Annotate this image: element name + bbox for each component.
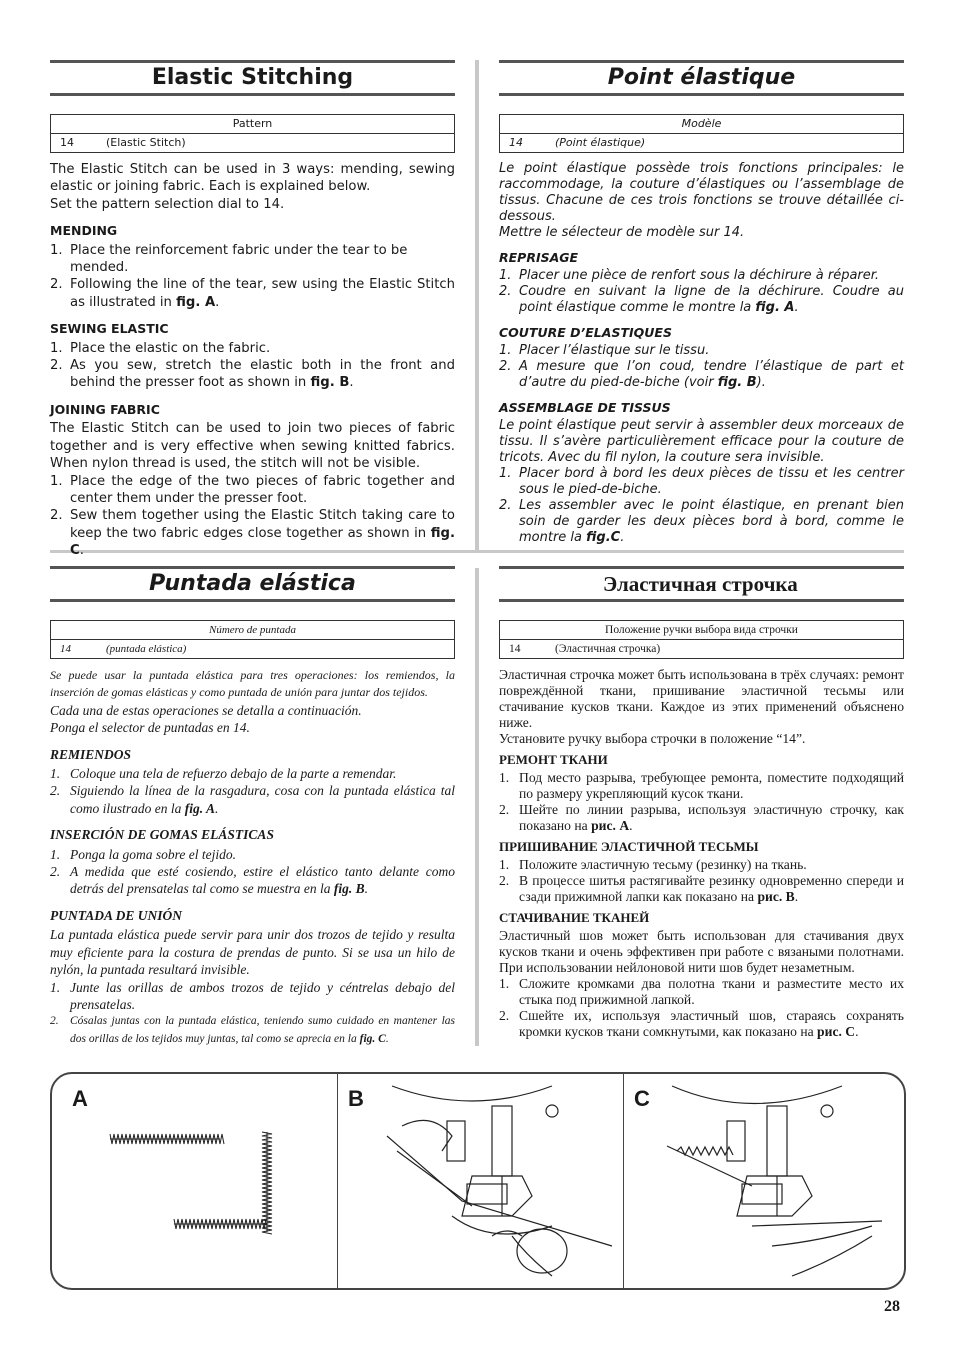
table-header: Pattern (51, 115, 454, 134)
section-russian (499, 566, 904, 1040)
list-item: 1. Ponga la goma sobre el tejido. (50, 846, 236, 862)
subheading: REMIENDOS (50, 746, 132, 762)
paragraph: La puntada elástica puede servir para unir dos trozos de tejido y resulta muy eficiente para la costura de prendas de punto. Si se usa un hilo de nylón, la puntada resultará invisible. (50, 927, 455, 978)
page-number: 28 (884, 1298, 900, 1315)
presser-foot-joining-illustration (642, 1076, 897, 1286)
section-french (499, 60, 904, 546)
list-item: 2. Les assembler avec le point élastique, en prenant bien soin de garder les deux pièces bord à bord, comme le montre la fig.C. (499, 498, 904, 545)
column-divider (475, 568, 479, 1046)
list-item: 2. Coudre en suivant la ligne de la déchirure. Coudre au point élastique comme le montre la fig. A. (499, 284, 904, 315)
pattern-table (50, 114, 455, 153)
list-item: 1. Под место разрыва, требующее ремонта, поместите подходящий по размеру укрепляющий кусок ткани. (499, 770, 904, 801)
list-item: 1. Сложите кромками два полотна ткани и разместите место их стыка под прижимной лапкой. (499, 976, 904, 1007)
table-header: Положение ручки выбора вида строчки (500, 621, 903, 640)
paragraph: Le point élastique peut servir à assembler deux morceaux de tissu. Il s’avère particulièrement efficace pour la couture de tricots. Avec du fil nylon, la couture sera invisible. (499, 418, 904, 465)
figure-label-b: B (348, 1086, 364, 1111)
intro-text: The Elastic Stitch can be used in 3 ways: mending, sewing elastic or joining fabric. Each is explained below. (50, 162, 455, 195)
list-item: 2. Сшейте их, используя эластичный шов, стараясь сохранять кромки кусков ткани сомкнутыми, как показано на рис. C. (499, 1008, 904, 1039)
table-row: 14 (puntada elástica) (60, 643, 187, 655)
figure-divider (337, 1074, 338, 1288)
subheading: PUNTADA DE UNIÓN (50, 907, 183, 923)
subheading: ПРИШИВАНИЕ ЭЛАСТИЧНОЙ ТЕСЬМЫ (499, 839, 759, 854)
section-title: Elastic Stitching (50, 60, 455, 96)
intro-text: Set the pattern selection dial to 14. (50, 196, 285, 212)
list-item: 1. Place the edge of the two pieces of fabric together and center them under the presser foot. (50, 473, 455, 506)
section-title: Point élastique (499, 60, 904, 96)
list-item: 1. Place the reinforcement fabric under the tear to be mended. (50, 242, 408, 276)
pattern-table (50, 620, 455, 659)
list-item: 2. A mesure que l’on coud, tendre l’élastique de part et d’autre du pied-de-biche (voir fig. B). (499, 359, 904, 390)
section-title: Эластичная строчка (499, 566, 904, 602)
list-item: 2. Siguiendo la línea de la rasgadura, cosa con la puntada elástica tal como ilustrado en la fig. A. (50, 783, 455, 816)
section-spanish (50, 566, 455, 1048)
subheading: COUTURE D’ELASTIQUES (499, 325, 672, 340)
intro-text: Le point élastique possède trois fonctions principales: le raccommodage, la couture d’élastiques ou l’assemblage de tissus. Chacune de ces trois fonctions se trouve détaillée ci-dessous. (499, 161, 904, 224)
pattern-table (499, 620, 904, 659)
list-item: 1. Placer une pièce de renfort sous la déchirure à réparer. (499, 268, 880, 283)
table-row: 14 (Эластичная строчка) (509, 643, 661, 655)
subheading: JOINING FABRIC (50, 401, 160, 417)
list-item: 2. Шейте по линии разрыва, используя эластичную строчку, как показано на рис. A. (499, 802, 904, 833)
subheading: INSERCIÓN DE GOMAS ELÁSTICAS (50, 827, 274, 843)
list-item: 2. Sew them together using the Elastic Stitch taking care to keep the two fabric edges close together as shown in fig. C. (50, 508, 455, 559)
list-item: 1. Junte las orillas de ambos trozos de tejido y céntrelas debajo del prensatelas. (50, 979, 455, 1012)
section-english (50, 60, 455, 560)
table-header: Modèle (500, 115, 903, 134)
list-item: 1. Placer l’élastique sur le tissu. (499, 343, 710, 358)
list-item: 2. В процессе шитья растягивайте резинку одновременно спереди и сзади прижимной лапки как показано на рис. B. (499, 873, 904, 904)
section-title: Puntada elástica (50, 566, 455, 602)
list-item: 2. A medida que esté cosiendo, estire el elástico tanto delante como detrás del prensatelas tal como se muestra en la fig. B. (50, 864, 455, 897)
figure-label-a: A (72, 1086, 88, 1111)
paragraph: Эластичный шов может быть использован для стачивания двух кусков ткани и очень эффективен при работе с вязаными полотнами. При использовании нейлоновой нити шов будет незаметным. (499, 928, 904, 975)
list-item: 1. Placer bord à bord les deux pièces de tissu et les centrer sous le pied-de-biche. (499, 466, 904, 497)
list-item: 2. Cósalas juntas con la puntada elástica, teniendo sumo cuidado en mantener las dos orillas de los tejidos muy juntas, tal como se aprecia en la fig. C. (50, 1015, 455, 1045)
intro-text: Эластичная строчка может быть использована в трёх случаях: ремонт повреждённой ткани, пришивание эластичной тесьмы или стачивание кусков ткани. Каждое из этих применений объяснено ниже. (499, 667, 904, 730)
paragraph: The Elastic Stitch can be used to join two pieces of fabric together and is very effective when sewing knitted fabrics. When nylon thread is used, the stitch will not be visible. (50, 421, 455, 472)
subheading: SEWING ELASTIC (50, 321, 169, 337)
list-item: 1. Положите эластичную тесьму (резинку) на ткань. (499, 857, 807, 872)
list-item: 1. Place the elastic on the fabric. (50, 340, 271, 356)
pattern-table (499, 114, 904, 153)
intro-text: Ponga el selector de puntadas en 14. (50, 720, 250, 736)
list-item: 2. Following the line of the tear, sew using the Elastic Stitch as illustrated in fig. A. (50, 277, 455, 310)
presser-foot-elastic-illustration (352, 1076, 622, 1286)
subheading: ASSEMBLAGE DE TISSUS (499, 400, 671, 415)
subheading: СТАЧИВАНИЕ ТКАНЕЙ (499, 910, 650, 925)
intro-text: Se puede usar la puntada elástica para tres operaciones: los remiendos, la inserción de gomas elásticas y como puntada de unión para juntar dos tejidos. (50, 668, 455, 700)
table-row: 14 (Elastic Stitch) (60, 136, 186, 149)
figures-panel (50, 1072, 906, 1290)
figure-label-c: C (634, 1086, 650, 1111)
table-header: Número de puntada (51, 621, 454, 640)
subheading: РЕМОНТ ТКАНИ (499, 752, 608, 767)
subheading: MENDING (50, 223, 118, 239)
table-row: 14 (Point élastique) (509, 136, 646, 149)
figure-divider (623, 1074, 624, 1288)
intro-text: Cada una de estas operaciones se detalla a continuación. (50, 702, 362, 718)
intro-text: Mettre le sélecteur de modèle sur 14. (499, 225, 745, 240)
list-item: 2. As you sew, stretch the elastic both in the front and behind the presser foot as shown in fig. B. (50, 358, 455, 391)
list-item: 1. Coloque una tela de refuerzo debajo de la parte a remendar. (50, 766, 397, 782)
column-divider (475, 60, 479, 552)
subheading: REPRISAGE (499, 250, 579, 265)
elastic-stitch-illustration (102, 1124, 292, 1254)
intro-text: Установите ручку выбора строчки в положение “14”. (499, 731, 806, 746)
